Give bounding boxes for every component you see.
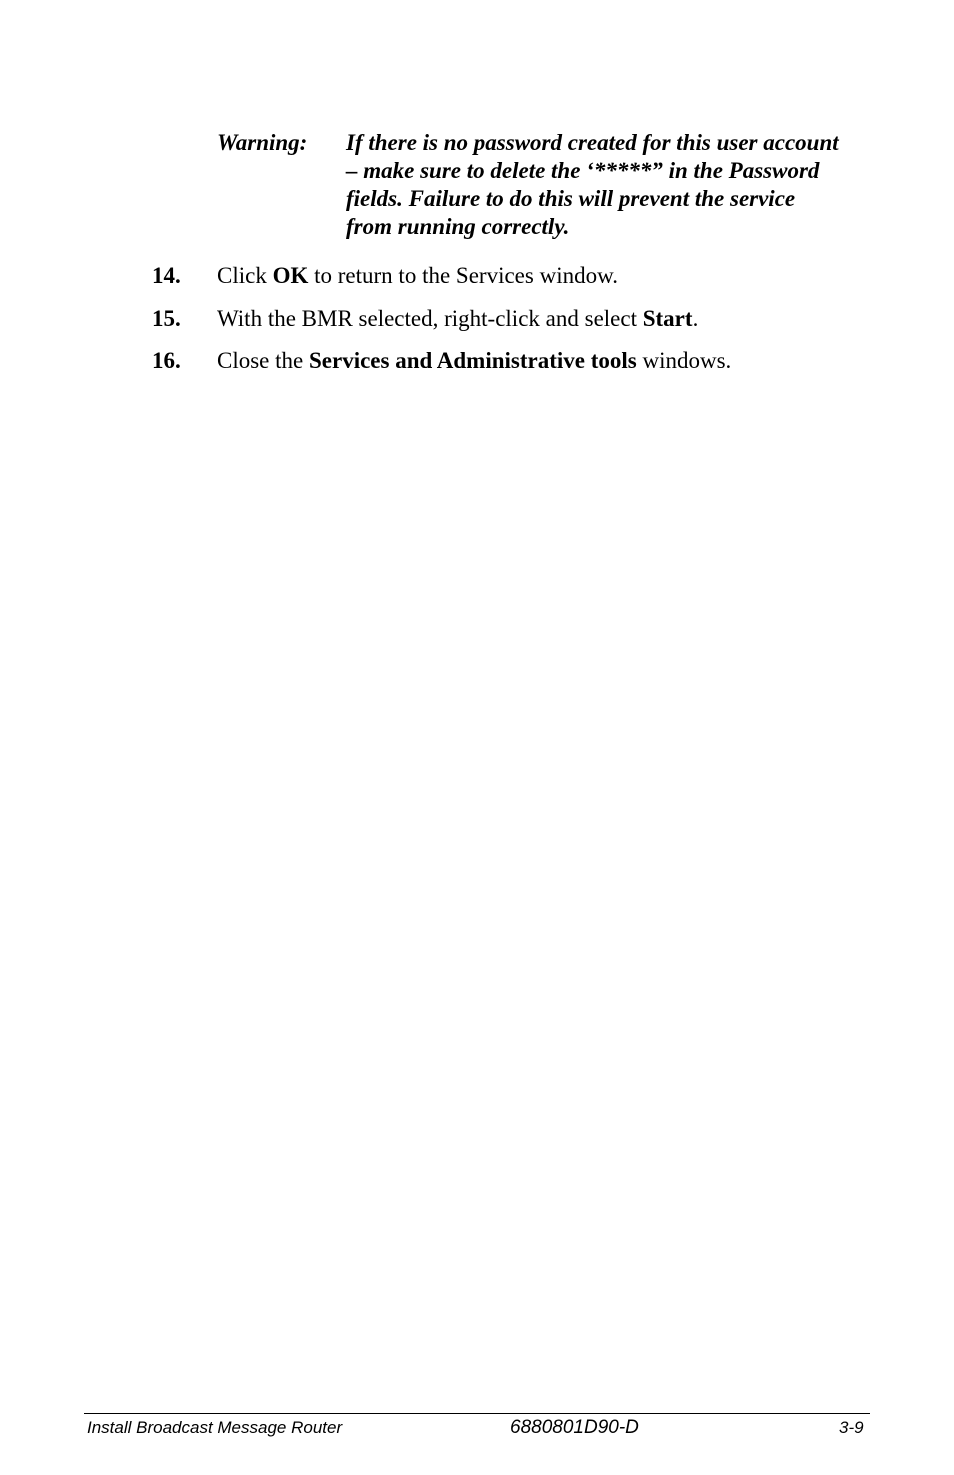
step-text-part: Close the	[217, 348, 309, 373]
warning-line: If there is no password created for this user account	[346, 130, 839, 155]
step-text-part: Click	[217, 263, 273, 288]
step-text-bold: OK	[272, 263, 309, 288]
step-text-part: to return to the Services window.	[308, 263, 618, 288]
warning-label: Warning:	[217, 130, 308, 155]
footer-document-title: Install Broadcast Message Router	[87, 1418, 343, 1437]
step-number: 14.	[152, 263, 181, 288]
step-text-bold: Services and Administrative tools	[309, 348, 637, 373]
warning-line: from running correctly.	[346, 214, 570, 239]
step-text-part: .	[692, 306, 699, 331]
step-text	[217, 262, 618, 290]
warning-line: fields. Failure to do this will prevent the service	[346, 186, 796, 211]
step-text-bold: Start	[642, 306, 693, 331]
footer-page-number: 3-9	[839, 1418, 864, 1437]
warning-line: – make sure to delete the ‘*****” in the Password	[346, 158, 820, 183]
step-text-part: windows.	[636, 348, 732, 373]
step-number: 16.	[152, 348, 181, 373]
step-text	[217, 347, 731, 375]
warning-text	[346, 129, 876, 241]
footer-document-number: 6880801D90-D	[510, 1417, 639, 1438]
step-text-part: With the BMR selected, right-click and select	[217, 306, 643, 331]
step-number: 15.	[152, 306, 181, 331]
step-text	[217, 305, 698, 333]
footer-divider	[84, 1413, 870, 1414]
